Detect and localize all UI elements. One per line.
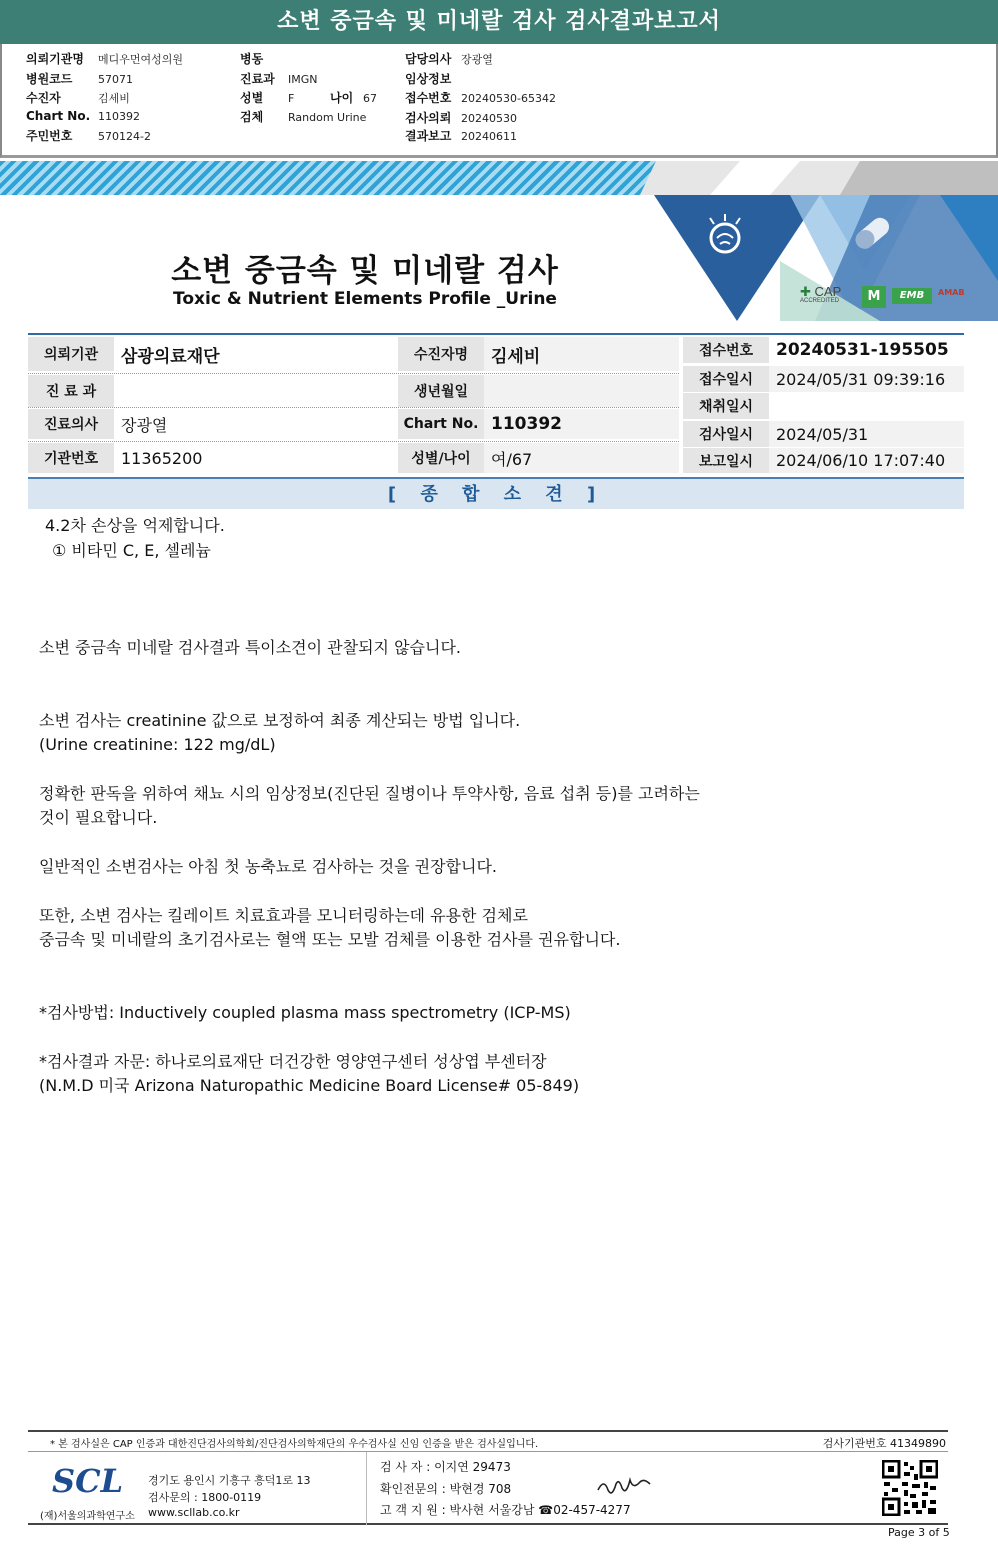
footer-address: 경기도 용인시 기흥구 흥덕1로 13 <box>148 1474 311 1487</box>
info-clinical: 임상정보 <box>405 72 452 86</box>
summary-heading: [ 종 합 소 견 ] <box>28 477 964 509</box>
info-patient: 수진자 김세비 <box>26 91 130 105</box>
summary-line: *검사방법: Inductively coupled plasma mass spectrometry (ICP-MS) <box>39 1003 571 1022</box>
label-chart-no: Chart No. <box>398 409 484 439</box>
qr-code-icon <box>882 1460 938 1516</box>
summary-line: 소변 중금속 미네랄 검사결과 특이소견이 관찰되지 않습니다. <box>39 638 462 657</box>
value-dept <box>114 375 121 407</box>
value-referrer: 삼광의료재단 <box>121 346 220 367</box>
label-patient-name: 수진자명 <box>398 337 484 371</box>
footer-notice: * 본 검사실은 CAP 인증과 대한진단검사의학회/진단검사의학재단의 우수검사실 신임 인증을 받은 검사실입니다. <box>50 1439 539 1450</box>
report-main-title: 소변 중금속 및 미네랄 검사 <box>171 253 559 289</box>
label-dept: 진 료 과 <box>28 375 114 407</box>
label-birthdate: 생년월일 <box>398 375 484 407</box>
label-org-no: 기관번호 <box>28 443 114 473</box>
summary-line: ① 비타민 C, E, 셀레늄 <box>52 541 211 560</box>
label-test-date: 검사일시 <box>683 421 769 447</box>
info-ward: 병동 <box>240 52 264 66</box>
summary-line: (N.M.D 미국 Arizona Naturopathic Medicine Board License# 05-849) <box>39 1076 580 1095</box>
value-patient-name: 김세비 <box>484 337 679 371</box>
footer-web: www.scllab.co.kr <box>148 1506 240 1519</box>
summary-line: 중금속 및 미네랄의 초기검사로는 혈액 또는 모발 검체를 이용한 검사를 권유합니다. <box>39 930 621 949</box>
report-banner-title: 소변 중금속 및 미네랄 검사 검사결과보고서 <box>0 0 998 44</box>
table-top-rule <box>28 333 964 335</box>
report-subtitle: Toxic & Nutrient Elements Profile _Urine <box>173 289 557 309</box>
info-report-date: 결과보고 20240611 <box>405 129 517 143</box>
value-physician: 장광열 <box>121 415 168 435</box>
footer-lab-no: 검사기관번호 41349890 <box>822 1437 946 1450</box>
summary-line: 소변 검사는 creatinine 값으로 보정하여 최종 계산되는 방법 입니다. <box>39 711 521 730</box>
info-dept: 진료과 IMGN <box>240 72 318 86</box>
info-specimen: 검체 Random Urine <box>240 110 367 124</box>
value-org-no: 11365200 <box>121 448 203 468</box>
summary-line: 일반적인 소변검사는 아침 첫 농축뇨로 검사하는 것을 권장합니다. <box>39 857 498 876</box>
value-test-date: 2024/05/31 <box>769 421 964 447</box>
summary-line: 정확한 판독을 위하여 채뇨 시의 임상정보(진단된 질병이나 투약사항, 음료 섭취 등)를 고려하는 <box>39 784 700 803</box>
info-request-date: 검사의뢰 20240530 <box>405 111 517 125</box>
label-referrer: 의뢰기관 <box>28 337 114 371</box>
summary-line: *검사결과 자문: 하나로의료재단 더건강한 영양연구센터 성상엽 부센터장 <box>39 1052 547 1071</box>
info-referrer: 의뢰기관명 메디우먼여성의원 <box>26 52 184 66</box>
label-receipt-no: 접수번호 <box>683 337 769 363</box>
summary-line: 또한, 소변 검사는 킬레이트 치료효과를 모니터링하는데 유용한 검체로 <box>39 906 528 925</box>
footer-support: 고 객 지 원 : 박사현 서울강남 ☎02-457-4277 <box>380 1503 631 1517</box>
value-sex-age: 여/67 <box>484 443 679 473</box>
top-info-panel <box>0 44 998 158</box>
footer <box>28 1430 948 1525</box>
footer-tester: 검 사 자 : 이지연 29473 <box>380 1460 511 1474</box>
emb-logo: EMB <box>892 288 932 304</box>
label-collect-time: 채취일시 <box>683 393 769 419</box>
pill-icon <box>848 212 898 257</box>
summary-line: (Urine creatinine: 122 mg/dL) <box>39 735 276 754</box>
summary-line: 것이 필요합니다. <box>39 808 158 827</box>
page-number: Page 3 of 5 <box>888 1526 950 1539</box>
label-receipt-time: 접수일시 <box>683 366 769 392</box>
lm-logo: M <box>862 286 886 308</box>
summary-line: 4.2차 손상을 억제합니다. <box>45 516 225 535</box>
info-chart-no: Chart No. 110392 <box>26 109 140 123</box>
value-collect-time <box>769 393 964 419</box>
info-sex: 성별 F <box>240 91 295 105</box>
scl-logo-sub: (재)서울의과학연구소 <box>40 1511 135 1522</box>
label-physician: 진료의사 <box>28 409 114 439</box>
footer-phone: 검사문의 : 1800-0119 <box>148 1491 262 1504</box>
value-report-time: 2024/06/10 17:07:40 <box>769 448 964 473</box>
info-doctor: 담당의사 장광열 <box>405 52 493 66</box>
info-receipt-no: 접수번호 20240530-65342 <box>405 91 556 105</box>
signature-image <box>594 1474 654 1500</box>
value-birthdate <box>484 375 679 407</box>
info-hospital-code: 병원코드 57071 <box>26 72 133 86</box>
label-sex-age: 성별/나이 <box>398 443 484 473</box>
value-receipt-time: 2024/05/31 09:39:16 <box>769 366 964 392</box>
footer-doctor: 확인전문의 : 박현경 708 <box>380 1482 512 1496</box>
value-receipt-no: 20240531-195505 <box>776 340 949 360</box>
value-chart-no: 110392 <box>484 409 679 439</box>
amab-logo: AMAB <box>938 288 965 297</box>
cap-logo: ✚ CAP ACCREDITED <box>800 284 842 304</box>
info-age: 나이 67 <box>330 91 377 105</box>
info-resident-no: 주민번호 570124-2 <box>26 129 151 143</box>
label-report-time: 보고일시 <box>683 448 769 473</box>
scl-logo: SCL <box>52 1462 124 1500</box>
